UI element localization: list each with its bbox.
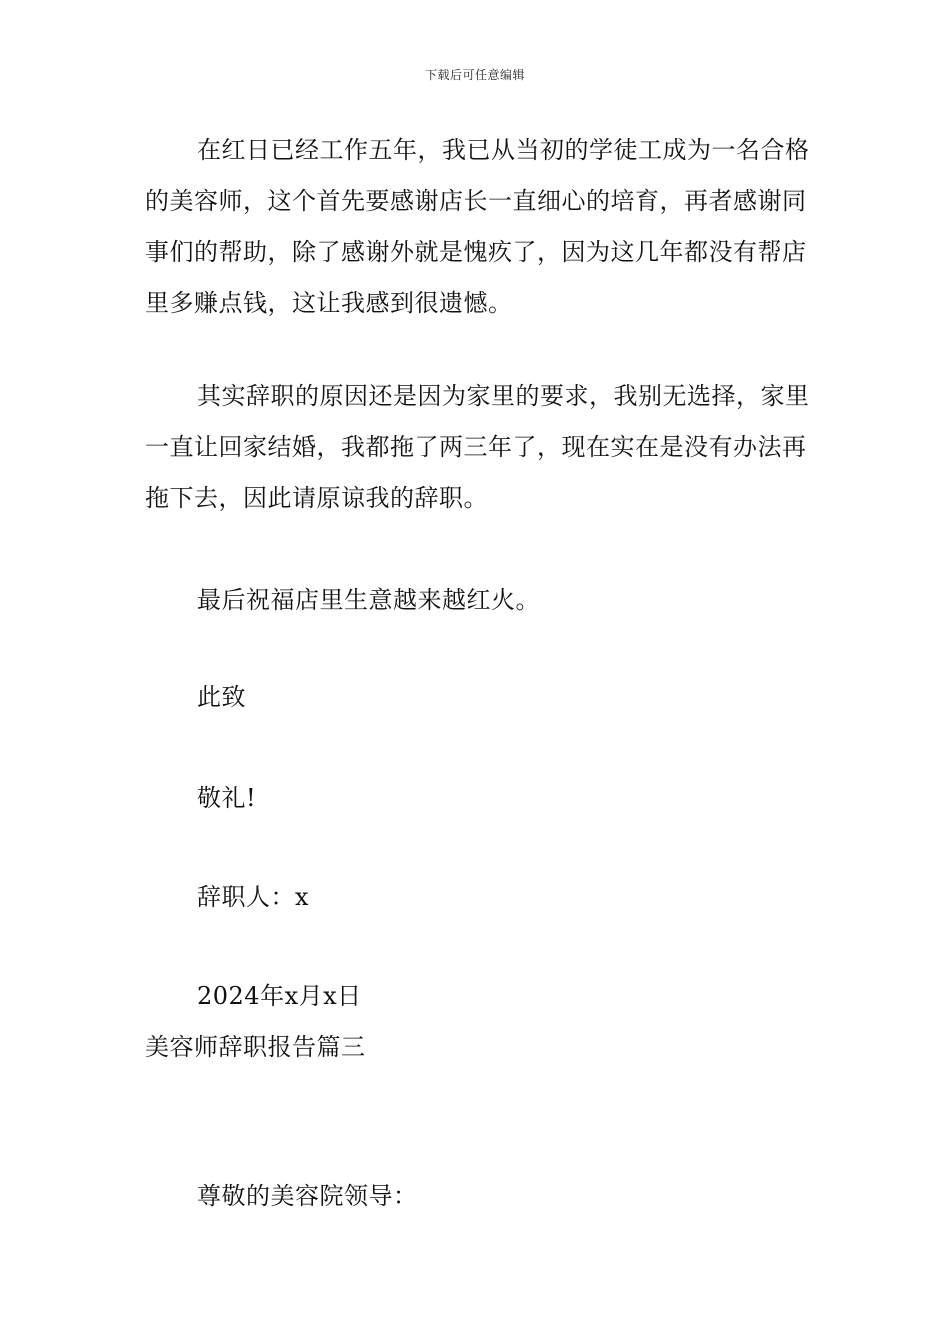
letter-salutation: 尊敬的美容院领导： <box>197 1182 418 1210</box>
signer-line: 辞职人：x <box>197 883 310 911</box>
header-note: 下载后可任意编辑 <box>424 68 525 82</box>
section-title: 美容师辞职报告篇三 <box>145 1033 366 1061</box>
paragraph-gratitude: 在红日已经工作五年，我已从当初的学徒工成为一名合格的美容师，这个首先要感谢店长一直细心的培育，再者感谢同事们的帮助，除了感谢外就是愧疚了，因为这几年都没有帮店里多赚点钱，这让我感到很遗憾。 <box>145 136 810 317</box>
closing-wish: 最后祝福店里生意越来越红火。 <box>197 586 540 614</box>
paragraph-reason: 其实辞职的原因还是因为家里的要求，我别无选择，家里一直让回家结婚，我都拖了两三年了，现在实在是没有办法再拖下去，因此请原谅我的辞职。 <box>145 382 810 512</box>
closing-salutation: 此致 <box>197 683 246 711</box>
date-line: 2024年x月x日 <box>197 982 362 1010</box>
closing-regards: 敬礼! <box>197 784 257 812</box>
